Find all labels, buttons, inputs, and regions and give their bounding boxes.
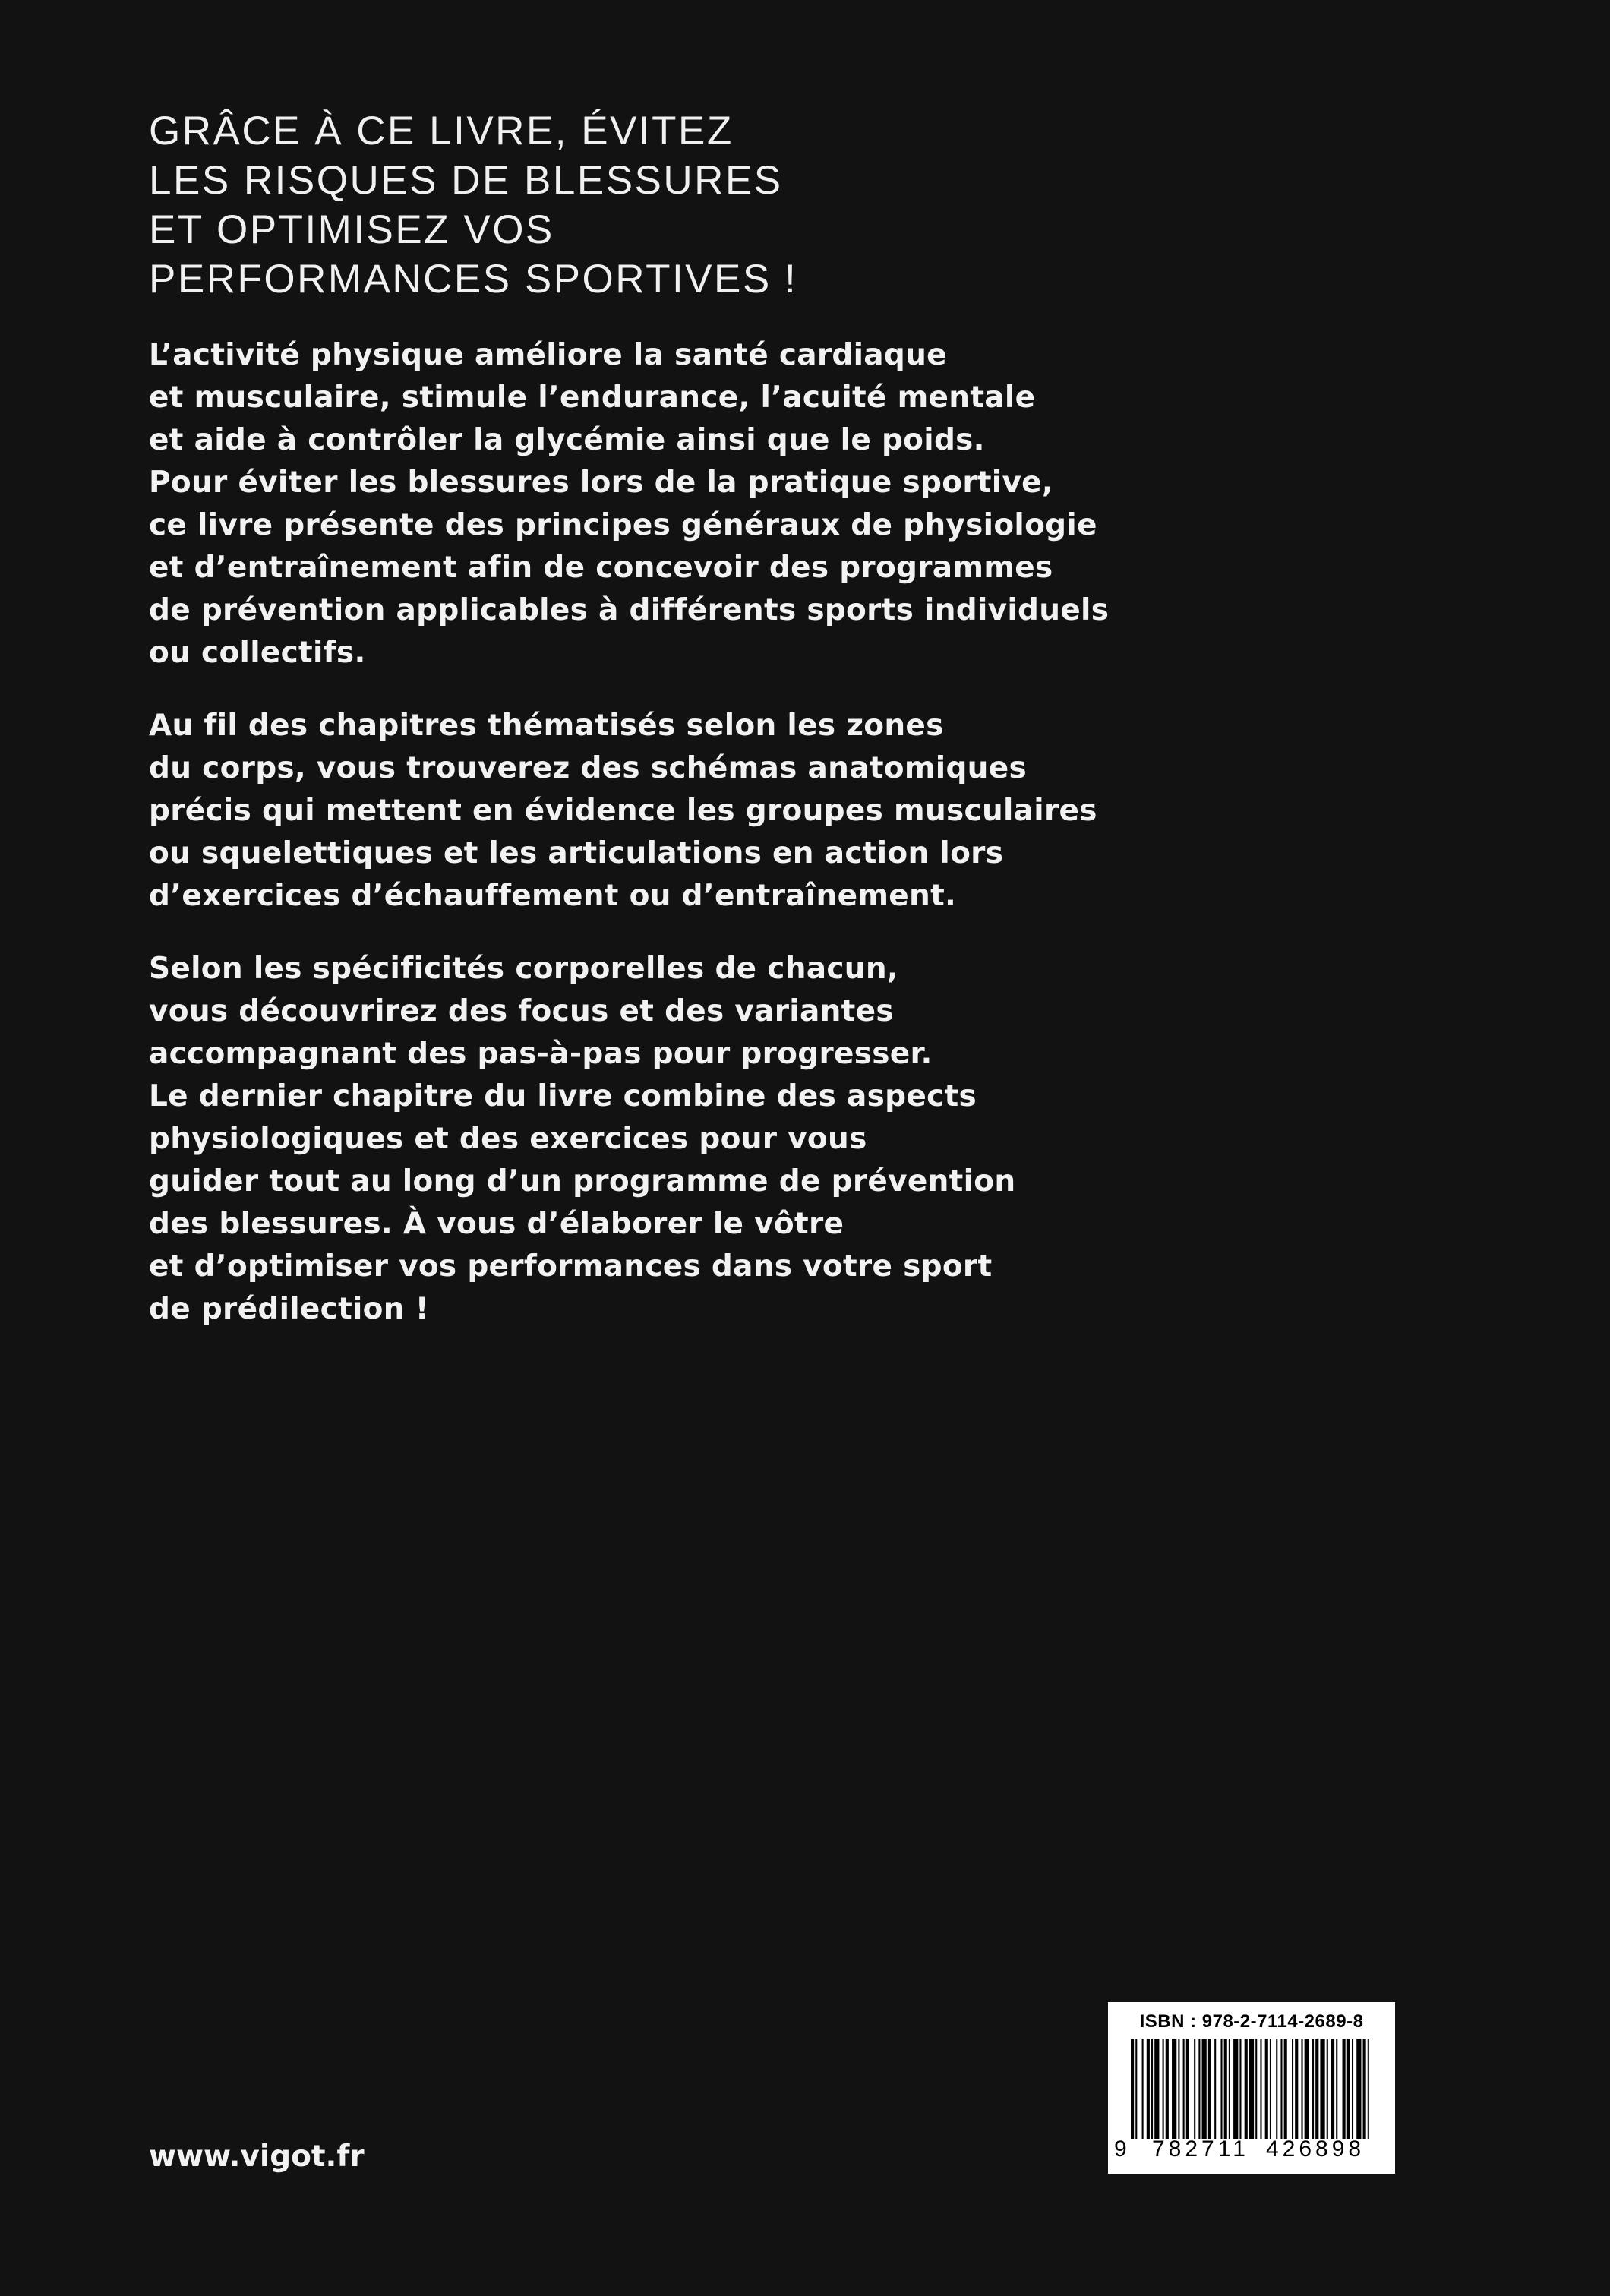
text-line: précis qui mettent en évidence les groupes musculaires [149, 794, 1097, 828]
paragraph-intro [149, 334, 1288, 674]
barcode-bar [1208, 2039, 1211, 2139]
barcode-bar [1280, 2039, 1282, 2139]
text-line: et musculaire, stimule l’endurance, l’acuité mentale [149, 381, 1036, 415]
barcode-bar [1331, 2039, 1334, 2139]
text-line: physiologiques et des exercices pour vous [149, 1122, 867, 1156]
text-line: Selon les spécificités corporelles de chacun, [149, 952, 899, 986]
text-line: d’exercices d’échauffement ou d’entraînement. [149, 879, 957, 913]
barcode-bar [1249, 2039, 1254, 2139]
headline [149, 106, 1212, 304]
text-line: des blessures. À vous d’élaborer le vôtre [149, 1207, 844, 1241]
barcode-digit-first: 9 [1114, 2137, 1127, 2162]
barcode-bar [1255, 2039, 1257, 2139]
barcode-bar [1320, 2039, 1324, 2139]
barcode-bar [1292, 2039, 1293, 2139]
website-url: www.vigot.fr [149, 2140, 365, 2174]
text-line: Au fil des chapitres thématisés selon les zones [149, 709, 944, 743]
text-line: de prévention applicables à différents sports individuels [149, 593, 1110, 627]
barcode-bar [1131, 2039, 1134, 2139]
text-line: vous découvrirez des focus et des variantes [149, 994, 894, 1028]
barcode-bar [1270, 2039, 1271, 2139]
barcode-bar [1135, 2039, 1137, 2139]
text-line: ce livre présente des principes généraux de physiologie [149, 508, 1097, 542]
barcode-digits-right: 426898 [1266, 2137, 1365, 2162]
barcode-bar [1198, 2039, 1200, 2139]
text-line: et d’optimiser vos performances dans votre sport [149, 1249, 993, 1284]
text-line: L’activité physique améliore la santé cardiaque [149, 338, 947, 372]
barcode-bar [1356, 2039, 1361, 2139]
barcode-bar [1343, 2039, 1346, 2139]
headline-line: GRÂCE À CE LIVRE, ÉVITEZ [149, 109, 734, 153]
barcode-bar [1276, 2039, 1277, 2139]
barcode-bar [1172, 2039, 1176, 2139]
barcode-bar [1154, 2039, 1159, 2139]
headline-line: ET OPTIMISEZ VOS [149, 207, 554, 252]
barcode-bar [1245, 2039, 1248, 2139]
headline-line: LES RISQUES DE BLESSURES [149, 158, 783, 203]
text-line: Pour éviter les blessures lors de la pratique sportive, [149, 466, 1054, 500]
text-line: accompagnant des pas-à-pas pour progresser. [149, 1037, 933, 1071]
text-line: du corps, vous trouverez des schémas anatomiques [149, 751, 1028, 785]
barcode-bar [1220, 2039, 1222, 2139]
barcode-bar [1327, 2039, 1328, 2139]
text-line: et d’entraînement afin de concevoir des programmes [149, 551, 1053, 585]
barcode-bar [1265, 2039, 1268, 2139]
barcode-bar [1166, 2039, 1169, 2139]
paragraph-program [149, 948, 1288, 1331]
barcode-bar [1214, 2039, 1216, 2139]
text-line: de prédilection ! [149, 1292, 429, 1326]
barcode-bar [1336, 2039, 1337, 2139]
body-text [149, 334, 1288, 1361]
barcode-bar [1229, 2039, 1230, 2139]
barcode-digits [1114, 2137, 1372, 2169]
barcode-bar [1239, 2039, 1241, 2139]
barcode-bar [1147, 2039, 1150, 2139]
isbn-text: ISBN : 978-2-7114-2689-8 [1139, 2011, 1364, 2032]
barcode-bar [1284, 2039, 1287, 2139]
barcode-digits-left: 782711 [1152, 2137, 1249, 2162]
barcode-bar [1202, 2039, 1207, 2139]
barcode-bar [1352, 2039, 1353, 2139]
barcode-bar [1178, 2039, 1179, 2139]
barcode-bar [1305, 2039, 1309, 2139]
barcode-bar [1315, 2039, 1318, 2139]
paragraph-chapters [149, 705, 1288, 917]
text-line: ou squelettiques et les articulations en action lors [149, 836, 1004, 870]
text-line: guider tout au long d’un programme de prévention [149, 1164, 1016, 1199]
barcode-bar [1224, 2039, 1227, 2139]
barcode-bar [1233, 2039, 1238, 2139]
barcode-bar [1368, 2039, 1369, 2139]
barcode-bar [1301, 2039, 1302, 2139]
barcode-bar [1151, 2039, 1153, 2139]
barcode-bar [1186, 2039, 1189, 2139]
barcode-bar [1194, 2039, 1195, 2139]
barcode-bar [1183, 2039, 1185, 2139]
barcode-bar [1312, 2039, 1314, 2139]
text-line: et aide à contrôler la glycémie ainsi que le poids. [149, 423, 985, 457]
barcode-bar [1363, 2039, 1366, 2139]
barcode-bar [1142, 2039, 1144, 2139]
text-line: Le dernier chapitre du livre combine des aspects [149, 1079, 977, 1113]
barcode-label [1108, 2002, 1395, 2174]
barcode-bar [1347, 2039, 1350, 2139]
barcode-bar [1260, 2039, 1261, 2139]
headline-line: PERFORMANCES SPORTIVES ! [149, 257, 798, 302]
barcode-bar [1163, 2039, 1164, 2139]
text-line: ou collectifs. [149, 636, 366, 670]
barcode-image [1131, 2039, 1372, 2139]
barcode-bar [1295, 2039, 1298, 2139]
